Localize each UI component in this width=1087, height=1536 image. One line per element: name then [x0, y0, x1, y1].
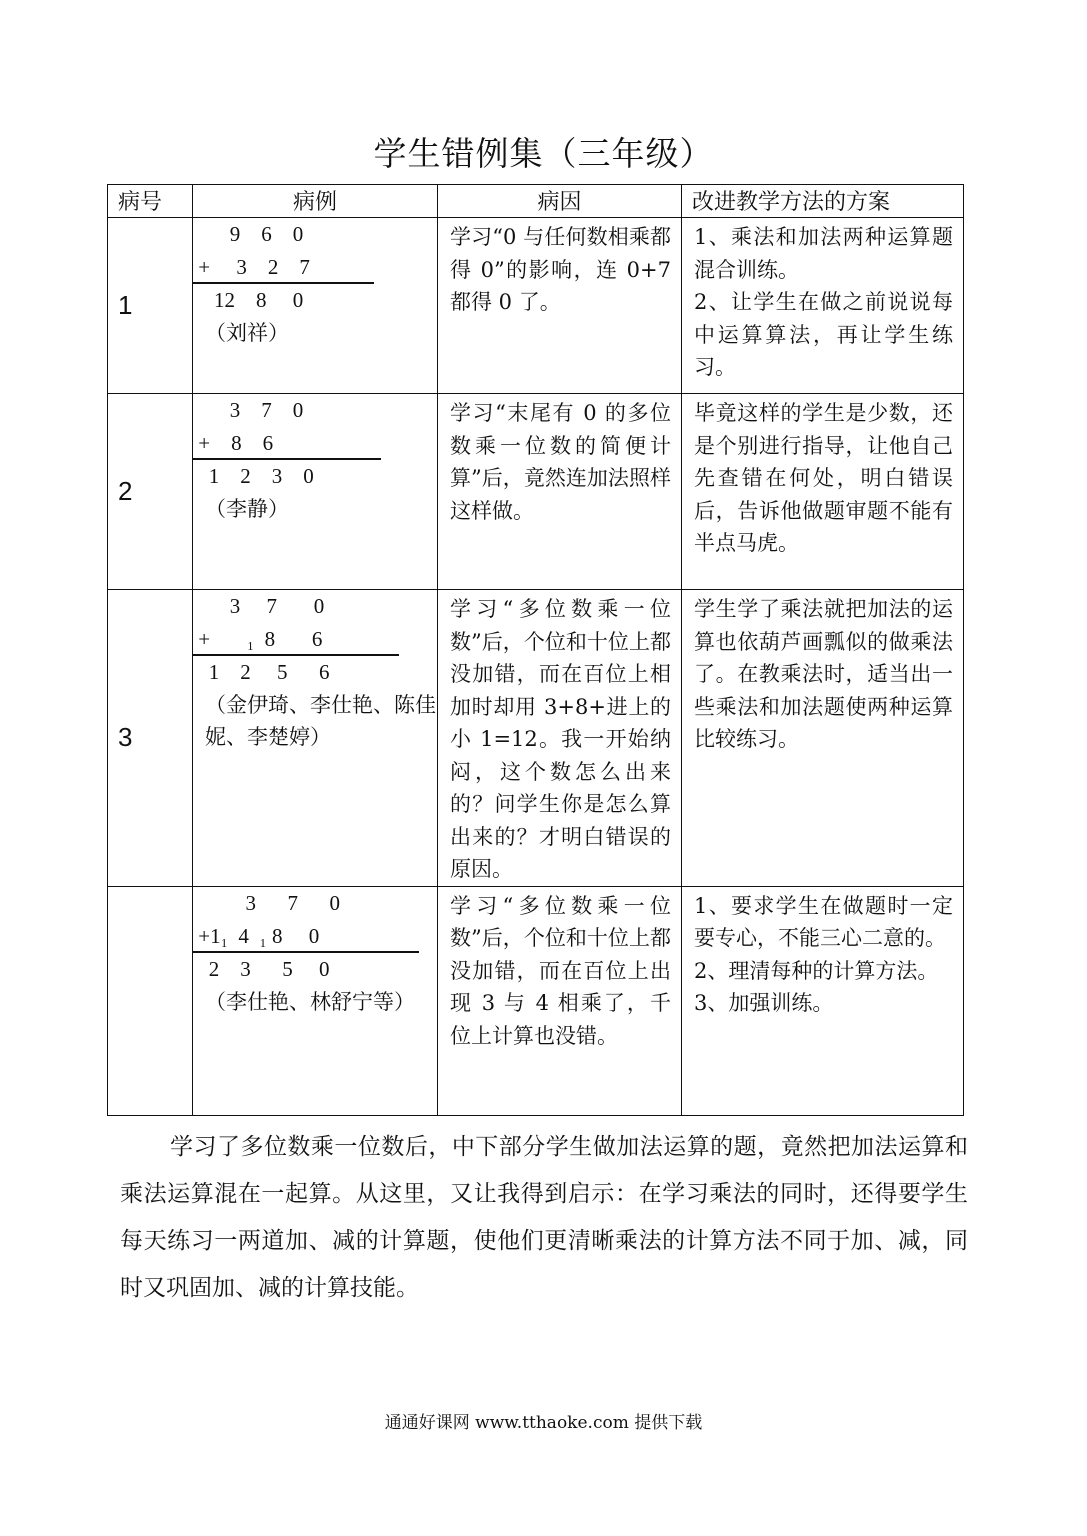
summary-paragraph: 学习了多位数乘一位数后，中下部分学生做加法运算的题，竟然把加法运算和乘法运算混在一起算。从这里，又让我得到启示：在学习乘法的同时，还得要学生每天练习一两道加、减的计算题，使他们更清晰乘法的计算方法不同于加、减，同时又巩固加、减的计算技能。 — [120, 1134, 968, 1301]
sum-line — [193, 458, 381, 460]
footer-credit: 通通好课网 www.tthaoke.com 提供下载 — [384, 1413, 703, 1433]
calc-line: 1 2 5 6 — [193, 660, 330, 684]
calculation — [193, 887, 433, 986]
case-cause — [438, 590, 682, 887]
case-number: 2 — [108, 394, 193, 590]
cause-text: 学习“多位数乘一位数”后，个位和十位上都没加错，而在百位上出现 3 与 4 相乘了，千位上计算也没错。 — [450, 893, 671, 1048]
table-header-row — [108, 185, 964, 218]
error-cases-table — [107, 184, 964, 1116]
page-title: 学生错例集（三年级） — [373, 134, 714, 173]
cause-text: 学习“多位数乘一位数”后，个位和十位上都没加错，而在百位上相加时却用 3+8+进上的小 1=12。我一开始纳闷，这个数怎么出来的？问学生你是怎么算出来的？才明白错误的原因。 — [450, 597, 671, 881]
case-example — [193, 394, 438, 590]
calc-line: 3 7 0 — [193, 594, 325, 618]
header-example: 病例 — [193, 185, 438, 218]
calc-line: + 3 2 7 — [193, 255, 310, 279]
table-row — [108, 590, 964, 887]
calc-line: 1 2 3 0 — [193, 464, 314, 488]
header-cause: 病因 — [438, 185, 682, 218]
student-name: （金伊琦、李仕艳、陈佳妮、李楚婷） — [205, 693, 436, 749]
calc-line: + 8 6 — [193, 431, 274, 455]
sum-line — [193, 282, 374, 284]
case-plan — [682, 590, 964, 887]
calc-line: 3 7 0 — [193, 890, 340, 915]
cause-text: 学习“末尾有 0 的多位数乘一位数的简便计算”后，竟然连加法照样这样做。 — [450, 401, 671, 523]
case-number: 3 — [108, 590, 193, 887]
case-cause — [438, 886, 682, 1115]
case-plan — [682, 886, 964, 1115]
table-row — [108, 218, 964, 394]
table-row — [108, 394, 964, 590]
case-cause — [438, 218, 682, 394]
case-example — [193, 886, 438, 1115]
case-example — [193, 590, 438, 887]
sum-line — [193, 951, 419, 953]
case-plan — [682, 218, 964, 394]
cause-text: 学习“0 与任何数相乘都得 0”的影响，连 0+7 都得 0 了。 — [450, 225, 671, 314]
plan-text: 毕竟这样的学生是少数，还是个别进行指导，让他自己先查错在何处，明白错误后，告诉他做题审题不能有半点马虎。 — [694, 401, 953, 555]
sum-line — [193, 654, 399, 656]
plan-text: 1、乘法和加法两种运算题混合训练。 2、让学生在做之前说说每中运算算法，再让学生练习。 — [694, 225, 953, 379]
case-plan — [682, 394, 964, 590]
student-name: （李静） — [205, 497, 289, 521]
case-example — [193, 218, 438, 394]
header-plan: 改进教学方法的方案 — [682, 185, 964, 218]
calc-line: 3 7 0 — [193, 398, 304, 422]
table-row — [108, 886, 964, 1115]
student-name: （刘祥） — [205, 321, 289, 345]
case-cause — [438, 394, 682, 590]
calculation — [193, 590, 433, 689]
calc-line: 12 8 0 — [193, 288, 304, 312]
calculation — [193, 394, 433, 493]
case-number: 1 — [108, 218, 193, 394]
header-no: 病号 — [108, 185, 193, 218]
calc-line: 9 6 0 — [193, 222, 304, 246]
calc-line: + ₁ 8 6 — [193, 627, 323, 651]
calculation — [193, 218, 433, 317]
plan-text: 学生学了乘法就把加法的运算也依葫芦画瓢似的做乘法了。在教乘法时，适当出一些乘法和加法题使两种运算比较练习。 — [694, 597, 953, 751]
plan-text: 1、要求学生在做题时一定要专心，不能三心二意的。 2、理清每种的计算方法。 3、加强训练。 — [694, 893, 953, 1015]
calc-line: 2 3 5 0 — [193, 956, 330, 981]
calc-line: +1₁ 4 ₁ 8 0 — [193, 923, 320, 948]
case-number — [108, 886, 193, 1115]
student-name: （李仕艳、林舒宁等） — [205, 989, 415, 1014]
